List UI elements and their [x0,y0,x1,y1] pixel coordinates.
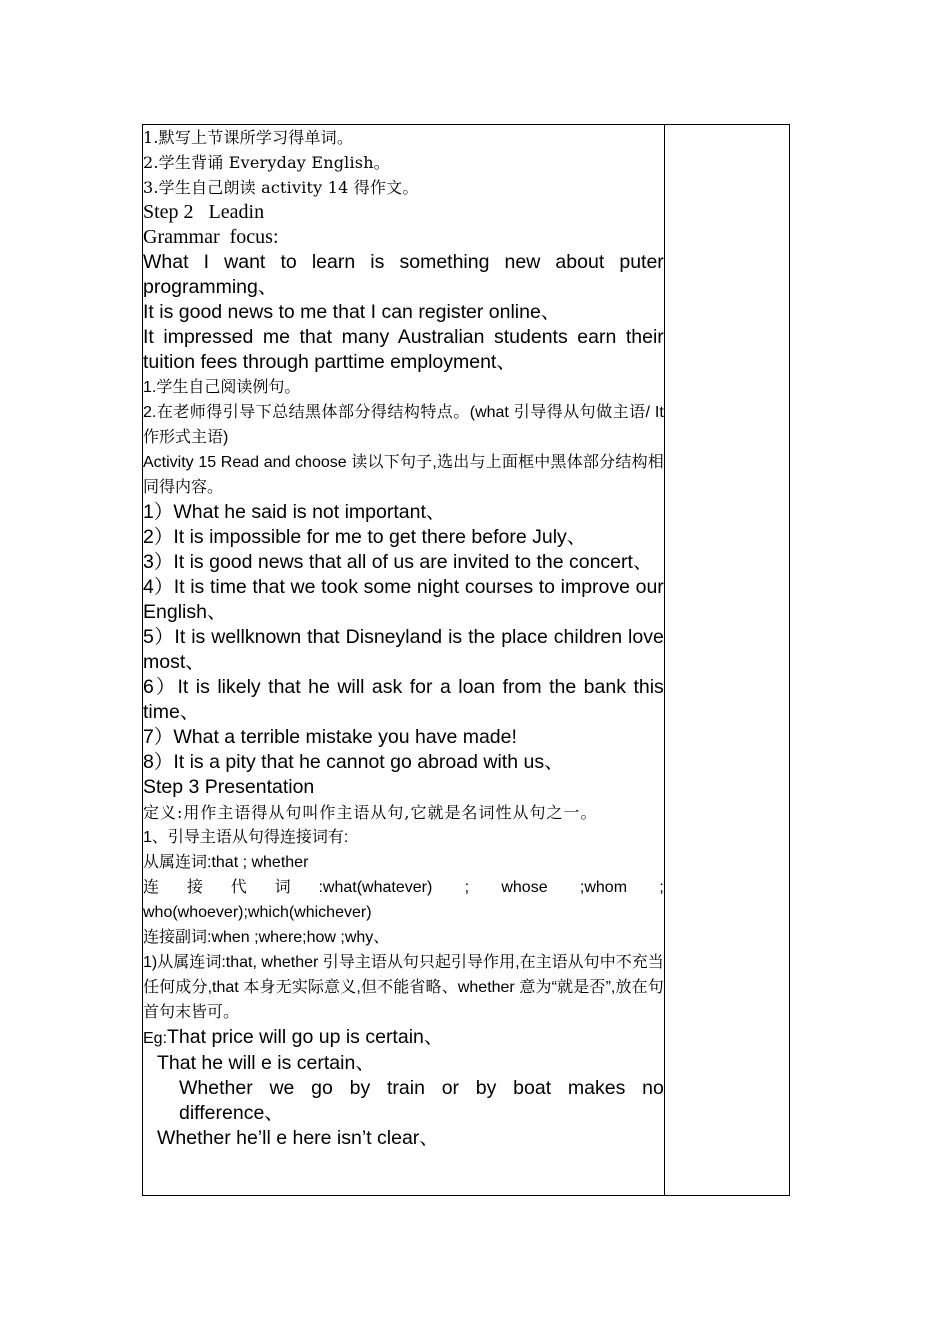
example-4: Whether he’ll e here isn’t clear、 [157,1127,439,1149]
review-step-2: 2.学生背诵 Everyday English。 [143,153,390,172]
task-read-examples: 1.学生自己阅读例句。 [143,379,301,396]
connective-adverbs: 连接副词:when ;where;how ;why、 [143,929,390,946]
review-step-3: 3.学生自己朗读 activity 14 得作文。 [143,178,419,197]
example-1 [143,1025,664,1051]
example-2: That he will e is certain、 [157,1052,375,1074]
connective-pronouns: 连接代词:what(whatever) ; whose ;whom ; [143,879,664,896]
definition-text: 定义:用作主语得从句叫作主语从句,它就是名词性从句之一。 [143,803,598,822]
choice-sentence-1: 1）What he said is not important、 [143,501,446,523]
grammar-example-2: It is good news to me that I can register online、 [143,301,561,323]
example-3: Whether we go by train or by boat makes no difference、 [179,1077,664,1124]
connective-pronouns-cont: who(whoever);which(whichever) [143,904,372,921]
choice-sentence-7: 7）What a terrible mistake you have made! [143,726,517,748]
choice-sentence-4: 4）It is time that we took some night courses to improve our English、 [143,576,664,623]
review-step-1: 1.默写上节课所学习得单词。 [143,128,354,147]
grammar-example-1: What I want to learn is something new about puter programming、 [143,251,664,298]
notes-cell [664,125,789,1196]
connectives-title: 1、引导主语从句得连接词有: [143,829,349,846]
choice-sentence-2: 2）It is impossible for me to get there before July、 [143,526,587,548]
table-row [143,125,790,1196]
example-label: Eg: [143,1030,168,1047]
activity-15-instruction: Activity 15 Read and choose 读以下句子,选出与上面框中黑体部分结构相同得内容。 [143,454,664,496]
teaching-content-cell [143,125,665,1196]
example-1-text: That price will go up is certain、 [167,1026,444,1048]
grammar-focus-heading: Grammar focus: [143,226,279,248]
lesson-plan-table [142,124,790,1196]
task-summarize-structure: 2.在老师得引导下总结黑体部分得结构特点。(what 引导得从句做主语/ It 作形式主语) [143,404,664,446]
grammar-example-3: It impressed me that many Australian students earn their tuition fees through parttime employment、 [143,326,664,373]
subordinating-conjunctions: 从属连词:that ; whether [143,854,309,871]
choice-sentence-3: 3）It is good news that all of us are invited to the concert、 [143,551,653,573]
explanation-text: 1)从属连词:that, whether 引导主语从句只起引导作用,在主语从句中不充当任何成分,that 本身无实际意义,但不能省略、whether 意为“就是否”,放在句首句末皆可。 [143,954,664,1021]
choice-sentence-6: 6）It is likely that he will ask for a loan from the bank this time、 [143,676,664,723]
step-3-heading: Step 3 Presentation [143,776,315,798]
choice-sentence-8: 8）It is a pity that he cannot go abroad with us、 [143,751,564,773]
choice-sentence-5: 5）It is wellknown that Disneyland is the place children love most、 [143,626,664,673]
step-2-heading: Step 2 Leadin [143,201,265,223]
